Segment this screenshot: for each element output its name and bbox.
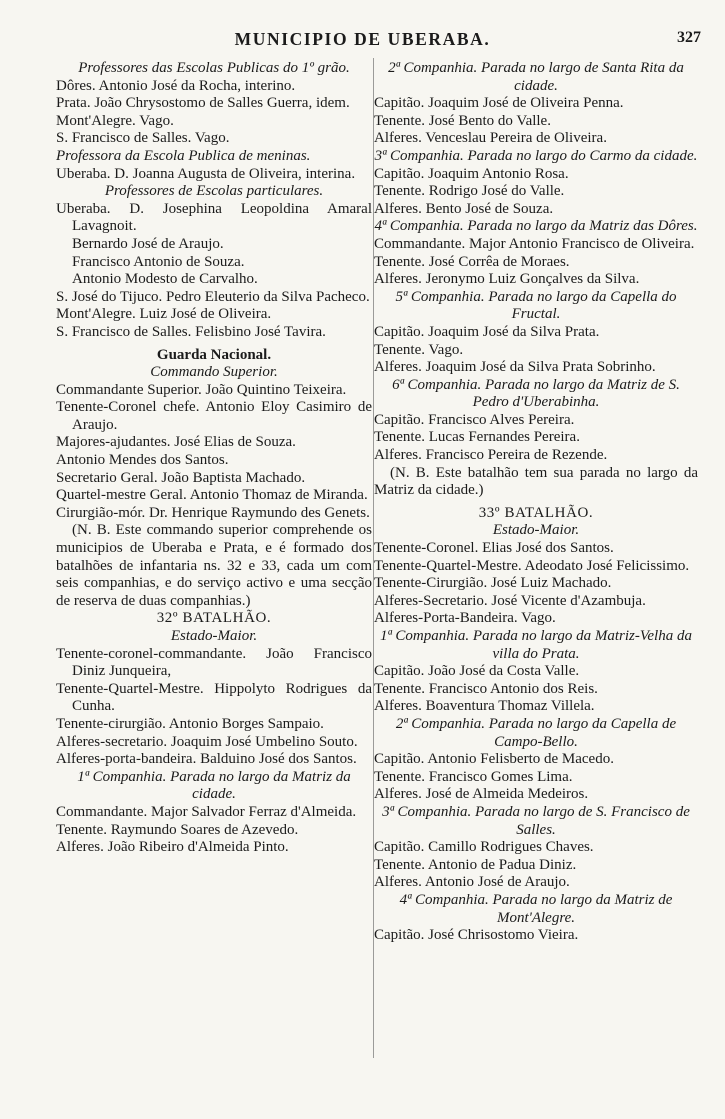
left-entry: Uberaba. D. Joanna Augusta de Oliveira, interina. <box>56 165 356 182</box>
right-entry: Tenente. Lucas Fernandes Pereira. <box>374 429 580 446</box>
left-entry: Majores-ajudantes. José Elias de Souza. <box>56 434 296 451</box>
right-entry: Capitão. Francisco Alves Pereira. <box>374 411 575 428</box>
left-section-heading: Antonio Modesto de Carvalho. <box>72 271 258 288</box>
right-subheading: 3ª Companhia. Parada no largo do Carmo da cidade. <box>374 147 698 164</box>
right-battalion-heading: 33º BATALHÃO. <box>478 504 594 521</box>
left-section-heading: Guarda Nacional. <box>156 346 272 363</box>
left-entry: S. Francisco de Salles. Felisbino José Tavira. <box>56 323 326 340</box>
left-entry: Tenente-Quartel-Mestre. Hippolyto Rodrigues da Cunha. <box>56 680 372 715</box>
left-entry: Commandante Superior. João Quintino Teixeira. <box>56 381 347 398</box>
left-entry: Secretario Geral. João Baptista Machado. <box>56 469 306 486</box>
right-subheading: Estado-Maior. <box>492 522 580 539</box>
left-entry: Alferes-porta-bandeira. Balduino José dos Santos. <box>56 751 357 768</box>
left-entry: Tenente-coronel-commandante. João Francisco Diniz Junqueira, <box>56 645 372 680</box>
right-entry: Tenente-Quartel-Mestre. Adeodato José Felicissimo. <box>374 557 690 574</box>
right-entry: Capitão. Joaquim José da Silva Prata. <box>374 323 600 340</box>
left-entry: Commandante. Major Salvador Ferraz d'Almeida. <box>56 803 357 820</box>
left-entry: Antonio Mendes dos Santos. <box>56 452 229 469</box>
left-section-heading: Bernardo José de Araujo. <box>72 235 224 252</box>
left-entry: Uberaba. D. Josephina Leopoldina Amaral Lavagnoit. <box>56 200 372 235</box>
right-subheading: 5ª Companhia. Parada no largo da Capella do Fructal. <box>395 288 677 323</box>
right-subheading: 1ª Companhia. Parada no largo da Matriz-Velha da villa do Prata. <box>380 628 692 662</box>
right-entry: Tenente-Coronel. Elias José dos Santos. <box>374 540 614 557</box>
left-subheading: Professores das Escolas Publicas do 1º grão. <box>78 60 350 76</box>
right-entry: Alferes. Bento José de Souza. <box>374 200 554 217</box>
right-entry: Alferes-Porta-Bandeira. Vago. <box>374 610 556 627</box>
right-entry: Alferes. Venceslau Pereira de Oliveira. <box>374 130 607 147</box>
right-entry: Tenente. Rodrigo José do Valle. <box>374 183 565 200</box>
left-entry: Tenente. Raymundo Soares de Azevedo. <box>56 821 299 838</box>
left-subheading: 1ª Companhia. Parada no largo da Matriz da cidade. <box>77 768 351 803</box>
left-column <box>56 60 372 857</box>
left-entry: Cirurgião-mór. Dr. Henrique Raymundo des Genets. <box>56 504 370 521</box>
left-battalion-heading: 32º BATALHÃO. <box>156 610 272 627</box>
page-header <box>0 29 725 55</box>
left-subheading: Professores de Escolas particulares. <box>104 183 324 200</box>
right-entry: Tenente. Antonio de Padua Diniz. <box>374 856 577 873</box>
right-subheading: 4ª Companhia. Parada no largo da Matriz das Dôres. <box>374 218 698 235</box>
right-entry: Tenente. José Corrêa de Moraes. <box>374 253 570 270</box>
left-subheading: Estado-Maior. <box>170 628 258 644</box>
right-entry: Alferes. Francisco Pereira de Rezende. <box>374 447 608 464</box>
left-entry: Alferes-secretario. Joaquim José Umbelino Souto. <box>56 733 358 750</box>
right-entry: Alferes. Boaventura Thomaz Villela. <box>374 698 595 715</box>
right-subheading: 4ª Companhia. Parada no largo da Matriz de Mont'Alegre. <box>399 891 673 926</box>
right-entry: Tenente. Francisco Gomes Lima. <box>374 768 573 785</box>
left-entry: Tenente-Coronel chefe. Antonio Eloy Casimiro de Araujo. <box>56 399 372 433</box>
right-entry: Commandante. Major Antonio Francisco de Oliveira. <box>374 235 695 252</box>
left-entry: Prata. João Chrysostomo de Salles Guerra, idem. <box>56 95 350 112</box>
right-entry: Capitão. Joaquim José de Oliveira Penna. <box>374 95 624 112</box>
left-entry: Quartel-mestre Geral. Antonio Thomaz de Miranda. <box>56 487 368 504</box>
right-subheading: 3ª Companhia. Parada no largo de S. Francisco de Salles. <box>382 803 690 838</box>
left-entry: Alferes. João Ribeiro d'Almeida Pinto. <box>56 839 289 856</box>
right-entry: Capitão. José Chrisostomo Vieira. <box>374 927 579 944</box>
right-entry: Tenente. José Bento do Valle. <box>374 112 551 129</box>
left-entry: Mont'Alegre. Luiz José de Oliveira. <box>56 306 272 323</box>
right-entry: Alferes-Secretario. José Vicente d'Azambuja. <box>374 592 646 609</box>
right-entry: Tenente. Francisco Antonio dos Reis. <box>374 680 598 697</box>
left-subheading: Commando Superior. <box>150 364 278 381</box>
left-entry: S. José do Tijuco. Pedro Eleuterio da Silva Pacheco. <box>56 288 370 305</box>
right-section-heading: (N. B. Este batalhão tem sua parada no largo da Matriz da cidade.) <box>374 464 698 499</box>
right-entry: Alferes. Jeronymo Luiz Gonçalves da Silva. <box>374 271 640 288</box>
left-section-heading: Francisco Antonio de Souza. <box>72 253 245 270</box>
right-column <box>374 60 698 945</box>
running-title: MUNICIPIO DE UBERABA. <box>234 29 491 49</box>
left-section-heading: (N. B. Este commando superior comprehende os municipios de Uberaba e Prata, e é formado dos batalhões de infantaria ns. 32 e 33, cada um com seis companhias, e do serviço activo e uma secção de reserva de duas companhias.) <box>56 522 372 609</box>
right-subheading: 6ª Companhia. Parada no largo da Matriz de S. Pedro d'Uberabinha. <box>392 376 680 411</box>
left-entry: Professora da Escola Publica de meninas. <box>56 147 311 164</box>
right-entry: Tenente. Vago. <box>374 341 464 358</box>
right-entry: Capitão. Antonio Felisberto de Macedo. <box>374 751 614 768</box>
left-entry: Mont'Alegre. Vago. <box>56 112 174 129</box>
right-entry: Capitão. Camillo Rodrigues Chaves. <box>374 839 594 856</box>
right-entry: Tenente-Cirurgião. José Luiz Machado. <box>374 575 612 592</box>
right-entry: Alferes. Antonio José de Araujo. <box>374 874 570 891</box>
left-entry: Dôres. Antonio José da Rocha, interino. <box>56 77 296 94</box>
left-entry: Tenente-cirurgião. Antonio Borges Sampaio. <box>56 715 324 732</box>
page-number: 327 <box>677 29 701 46</box>
right-entry: Alferes. Joaquim José da Silva Prata Sobrinho. <box>374 359 656 376</box>
right-subheading: 2ª Companhia. Parada no largo da Capella de Campo-Bello. <box>395 715 677 750</box>
right-entry: Alferes. José de Almeida Medeiros. <box>374 786 589 803</box>
right-entry: Capitão. Joaquim Antonio Rosa. <box>374 165 569 182</box>
right-subheading: 2ª Companhia. Parada no largo de Santa Rita da cidade. <box>388 60 684 94</box>
left-entry: S. Francisco de Salles. Vago. <box>56 130 230 147</box>
right-entry: Capitão. João José da Costa Valle. <box>374 663 580 680</box>
